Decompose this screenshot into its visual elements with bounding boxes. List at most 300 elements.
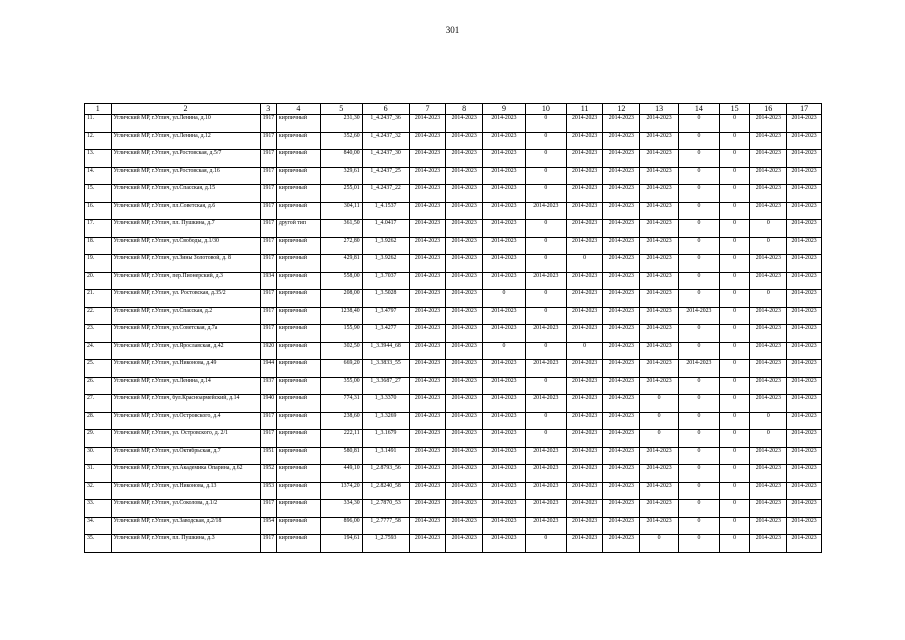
table-cell: 2014-2023	[446, 517, 483, 535]
table-cell: 1917	[260, 412, 276, 430]
table-cell: 2014-2023	[787, 500, 822, 518]
table-cell: 2014-2023	[640, 185, 679, 203]
table-cell: 2014-2023	[446, 307, 483, 325]
table-cell: 0	[719, 237, 750, 255]
table-cell: 25.	[85, 360, 112, 378]
table-cell: 2014-2023	[446, 342, 483, 360]
table-cell: 0	[483, 342, 526, 360]
table-cell: 1_3.3944_68	[362, 342, 409, 360]
table-cell: 2014-2023	[409, 132, 446, 150]
table-cell: 2014-2023	[409, 500, 446, 518]
table-cell: 2014-2023	[446, 325, 483, 343]
column-header: 16	[750, 104, 787, 115]
table-cell: 2014-2023	[409, 412, 446, 430]
table-cell: 2014-2023	[787, 307, 822, 325]
table-cell: 1917	[260, 290, 276, 308]
table-cell: 0	[525, 115, 566, 133]
table-cell: 840,00	[320, 150, 362, 168]
table-cell: 2014-2023	[566, 290, 603, 308]
table-cell: 0	[750, 220, 787, 238]
table-cell: 2014-2023	[525, 447, 566, 465]
table-cell: 0	[719, 447, 750, 465]
table-cell: кирпичный	[276, 517, 320, 535]
table-cell: 0	[678, 272, 719, 290]
table-cell: 19.	[85, 255, 112, 273]
table-cell: 231,30	[320, 115, 362, 133]
table-cell: 0	[678, 412, 719, 430]
table-cell: 2014-2023	[566, 202, 603, 220]
table-cell: 1_3.9262	[362, 255, 409, 273]
table-cell: Угличский МР, г.Углич, ул.Ростовская, д.16	[111, 167, 260, 185]
table-cell: 2014-2023	[409, 447, 446, 465]
table-cell: 2014-2023	[640, 132, 679, 150]
table-cell: 304,11	[320, 202, 362, 220]
table-cell: 1917	[260, 255, 276, 273]
table-cell: 2014-2023	[566, 517, 603, 535]
table-cell: 0	[678, 220, 719, 238]
table-cell: 2014-2023	[640, 447, 679, 465]
table-cell: 0	[525, 430, 566, 448]
table-cell: 12.	[85, 132, 112, 150]
table-cell: 2014-2023	[446, 377, 483, 395]
table-cell: 2014-2023	[603, 255, 640, 273]
table-cell: 558,00	[320, 272, 362, 290]
table-cell: 1_3.7037	[362, 272, 409, 290]
table-cell: 34.	[85, 517, 112, 535]
table-cell: 1_3.4277	[362, 325, 409, 343]
table-cell: 0	[678, 185, 719, 203]
table-cell: 27.	[85, 395, 112, 413]
table-cell: 2014-2023	[603, 132, 640, 150]
table-cell: 31.	[85, 465, 112, 483]
table-cell: 222,11	[320, 430, 362, 448]
table-cell: 2014-2023	[566, 412, 603, 430]
table-cell: 2014-2023	[566, 220, 603, 238]
table-cell: кирпичный	[276, 115, 320, 133]
table-cell: 2014-2023	[787, 360, 822, 378]
table-cell: 2014-2023	[446, 272, 483, 290]
table-cell: Угличский МР, г.Углич, ул.Ленина, д.12	[111, 132, 260, 150]
table-cell: 1917	[260, 220, 276, 238]
table-cell: 2014-2023	[640, 237, 679, 255]
table-cell: 2014-2023	[787, 342, 822, 360]
table-cell: 2014-2023	[603, 482, 640, 500]
table-cell: 2014-2023	[446, 132, 483, 150]
table-cell: 0	[719, 150, 750, 168]
table-cell: 2014-2023	[409, 220, 446, 238]
table-cell: 2014-2023	[409, 430, 446, 448]
table-cell: 2014-2023	[446, 500, 483, 518]
table-cell: 0	[566, 342, 603, 360]
table-cell: 2014-2023	[603, 290, 640, 308]
table-cell: Угличский МР, г.Углич, ул.Ленина, д.10	[111, 115, 260, 133]
table-cell: 1_4.2437_30	[362, 150, 409, 168]
table-cell: 2014-2023	[483, 412, 526, 430]
table-row	[85, 377, 822, 395]
table-cell: 2014-2023	[750, 500, 787, 518]
table-cell: 2014-2023	[640, 377, 679, 395]
table-body	[85, 115, 822, 553]
table-cell: 0	[678, 255, 719, 273]
table-cell: 1_2.8240_58	[362, 482, 409, 500]
table-row	[85, 500, 822, 518]
table-cell: 2014-2023	[409, 517, 446, 535]
table-cell: 0	[678, 430, 719, 448]
table-cell: 2014-2023	[750, 342, 787, 360]
table-cell: 0	[678, 132, 719, 150]
table-cell: 0	[525, 377, 566, 395]
table-cell: 774,31	[320, 395, 362, 413]
table-cell: кирпичный	[276, 430, 320, 448]
table-cell: 2014-2023	[483, 395, 526, 413]
table-cell: 2014-2023	[525, 500, 566, 518]
table-cell: 1917	[260, 185, 276, 203]
table-cell: 352,60	[320, 132, 362, 150]
table-cell: 1_4.2437_32	[362, 132, 409, 150]
table-cell: 1917	[260, 115, 276, 133]
table-cell: 2014-2023	[446, 535, 483, 553]
table-cell: другой тип	[276, 220, 320, 238]
table-cell: 16.	[85, 202, 112, 220]
table-cell: 2014-2023	[446, 255, 483, 273]
table-cell: 0	[719, 290, 750, 308]
table-cell: 0	[719, 132, 750, 150]
table-cell: 0	[678, 115, 719, 133]
table-cell: 1_3.4797	[362, 307, 409, 325]
table-cell: 2014-2023	[787, 132, 822, 150]
column-header: 6	[362, 104, 409, 115]
table-cell: 2014-2023	[750, 307, 787, 325]
table-cell: 2014-2023	[483, 202, 526, 220]
table-cell: 355,00	[320, 377, 362, 395]
table-cell: 1917	[260, 325, 276, 343]
table-cell: 2014-2023	[446, 115, 483, 133]
table-row	[85, 185, 822, 203]
table-cell: 2014-2023	[787, 220, 822, 238]
table-cell: 2014-2023	[446, 150, 483, 168]
table-cell: 1_2.8793_56	[362, 465, 409, 483]
table-cell: Угличский МР, г.Углич, пер.Пионерский, д.3	[111, 272, 260, 290]
table-cell: 2014-2023	[640, 150, 679, 168]
table-cell: 0	[719, 412, 750, 430]
table-row	[85, 430, 822, 448]
table-cell: 2014-2023	[566, 115, 603, 133]
table-cell: 2014-2023	[787, 202, 822, 220]
table-cell: 1917	[260, 132, 276, 150]
table-cell: 1917	[260, 202, 276, 220]
table-cell: 2014-2023	[750, 395, 787, 413]
table-cell: кирпичный	[276, 447, 320, 465]
table-cell: 0	[525, 185, 566, 203]
table-cell: 2014-2023	[603, 535, 640, 553]
table-cell: 0	[525, 255, 566, 273]
table-row	[85, 360, 822, 378]
table-cell: 32.	[85, 482, 112, 500]
table-cell: 2014-2023	[409, 185, 446, 203]
table-cell: кирпичный	[276, 342, 320, 360]
table-cell: 0	[640, 430, 679, 448]
table-cell: Угличский МР, г.Углич, ул.Спасская, д.15	[111, 185, 260, 203]
table-cell: 2014-2023	[603, 412, 640, 430]
table-cell: 0	[750, 430, 787, 448]
column-header: 2	[111, 104, 260, 115]
table-cell: 2014-2023	[483, 150, 526, 168]
table-cell: 2014-2023	[603, 377, 640, 395]
table-cell: 2014-2023	[483, 500, 526, 518]
table-cell: 2014-2023	[446, 395, 483, 413]
table-cell: 2014-2023	[483, 132, 526, 150]
table-cell: 2014-2023	[446, 167, 483, 185]
table-cell: 2014-2023	[603, 167, 640, 185]
table-cell: 2014-2023	[409, 360, 446, 378]
table-row	[85, 307, 822, 325]
table-row	[85, 115, 822, 133]
table-cell: кирпичный	[276, 290, 320, 308]
table-cell: 2014-2023	[603, 202, 640, 220]
table-cell: 1_3.3687_27	[362, 377, 409, 395]
table-cell: 2014-2023	[603, 307, 640, 325]
table-cell: 2014-2023	[750, 202, 787, 220]
table-cell: 2014-2023	[787, 325, 822, 343]
table-cell: 26.	[85, 377, 112, 395]
table-cell: 2014-2023	[787, 377, 822, 395]
table-row	[85, 412, 822, 430]
table-cell: Угличский МР, г.Углич, ул.Заводская, д.2/18	[111, 517, 260, 535]
table-cell: 2014-2023	[566, 272, 603, 290]
table-cell: 2014-2023	[483, 517, 526, 535]
table-cell: 2014-2023	[640, 342, 679, 360]
table-cell: 2014-2023	[787, 290, 822, 308]
table-cell: 0	[750, 290, 787, 308]
table-cell: 2014-2023	[750, 482, 787, 500]
table-cell: 0	[525, 150, 566, 168]
table-cell: 24.	[85, 342, 112, 360]
table-cell: 2014-2023	[409, 202, 446, 220]
table-cell: 2014-2023	[787, 535, 822, 553]
table-cell: 580,81	[320, 447, 362, 465]
table-cell: 2014-2023	[446, 360, 483, 378]
column-header: 5	[320, 104, 362, 115]
table-cell: 2014-2023	[525, 325, 566, 343]
column-header: 14	[678, 104, 719, 115]
table-cell: 2014-2023	[409, 342, 446, 360]
table-cell: 2014-2023	[603, 517, 640, 535]
table-row	[85, 517, 822, 535]
table-cell: 0	[678, 482, 719, 500]
table-cell: 2014-2023	[750, 517, 787, 535]
table-cell: 1917	[260, 167, 276, 185]
table-cell: 0	[719, 220, 750, 238]
table-cell: 0	[678, 150, 719, 168]
table-row	[85, 237, 822, 255]
table-cell: Угличский МР, г.Углич, ул.Спасская, д.2	[111, 307, 260, 325]
table-cell: 0	[525, 220, 566, 238]
table-cell: 2014-2023	[566, 447, 603, 465]
table-cell: 2014-2023	[409, 325, 446, 343]
table-cell: 2014-2023	[640, 290, 679, 308]
table-cell: 2014-2023	[750, 167, 787, 185]
table-cell: 2014-2023	[409, 272, 446, 290]
table-cell: 2014-2023	[566, 360, 603, 378]
table-cell: 1_4.2437_25	[362, 167, 409, 185]
page-number: 301	[445, 25, 460, 35]
table-cell: 2014-2023	[640, 255, 679, 273]
table-cell: 1940	[260, 395, 276, 413]
table-cell: 1917	[260, 307, 276, 325]
table-cell: 2014-2023	[566, 185, 603, 203]
table-cell: 0	[678, 500, 719, 518]
column-header: 9	[483, 104, 526, 115]
table-cell: 2014-2023	[446, 465, 483, 483]
table-cell: 0	[678, 395, 719, 413]
table-row	[85, 325, 822, 343]
table-cell: кирпичный	[276, 307, 320, 325]
table-cell: 2014-2023	[787, 482, 822, 500]
table-cell: кирпичный	[276, 412, 320, 430]
table-cell: 1_2.7593	[362, 535, 409, 553]
table-cell: 2014-2023	[566, 535, 603, 553]
table-cell: 2014-2023	[787, 412, 822, 430]
table-cell: 1934	[260, 272, 276, 290]
table-cell: Угличский МР, г.Углич, ул.Октябрьская, д.7	[111, 447, 260, 465]
table-cell: 2014-2023	[787, 447, 822, 465]
table-cell: 1_3.9262	[362, 237, 409, 255]
table-cell: 2014-2023	[446, 185, 483, 203]
table-cell: 2014-2023	[446, 482, 483, 500]
column-header: 7	[409, 104, 446, 115]
table-cell: 0	[719, 307, 750, 325]
table-cell: 0	[719, 272, 750, 290]
table-cell: Угличский МР, г.Углич, ул.Соколова, д.1/2	[111, 500, 260, 518]
table-cell: Угличский МР, г.Углич, ул.Ярославская, д.42	[111, 342, 260, 360]
table-cell: 2014-2023	[483, 255, 526, 273]
table-cell: 0	[719, 482, 750, 500]
table-cell: 2014-2023	[603, 115, 640, 133]
table-cell: 2014-2023	[750, 255, 787, 273]
table-cell: 2014-2023	[483, 447, 526, 465]
table-cell: 2014-2023	[566, 377, 603, 395]
table-cell: 18.	[85, 237, 112, 255]
table-cell: кирпичный	[276, 167, 320, 185]
table-cell: 0	[678, 237, 719, 255]
table-cell: 0	[719, 167, 750, 185]
table-cell: 208,00	[320, 290, 362, 308]
table-cell: 2014-2023	[640, 325, 679, 343]
table-cell: 2014-2023	[525, 360, 566, 378]
table-cell: кирпичный	[276, 482, 320, 500]
column-header: 10	[525, 104, 566, 115]
table-cell: 2014-2023	[409, 377, 446, 395]
table-cell: 0	[678, 535, 719, 553]
table-cell: 0	[525, 342, 566, 360]
table-cell: кирпичный	[276, 132, 320, 150]
table-cell: 2014-2023	[566, 430, 603, 448]
table-cell: 2014-2023	[787, 430, 822, 448]
table-cell: 2014-2023	[525, 517, 566, 535]
table-cell: Угличский МР, г.Углич, ул.Свободы, д.1/30	[111, 237, 260, 255]
table-cell: Угличский МР, г.Углич, ул.Ленина, д.14	[111, 377, 260, 395]
table-cell: 2014-2023	[787, 272, 822, 290]
table-cell: 449,10	[320, 465, 362, 483]
table-cell: 0	[750, 412, 787, 430]
table-cell: 0	[678, 465, 719, 483]
table-cell: 1_4.2437_36	[362, 115, 409, 133]
table-cell: 2014-2023	[603, 220, 640, 238]
table-cell: 2014-2023	[603, 360, 640, 378]
table-cell: 2014-2023	[787, 465, 822, 483]
column-header: 1	[85, 104, 112, 115]
table-cell: 2014-2023	[566, 132, 603, 150]
table-cell: 2014-2023	[409, 465, 446, 483]
table-cell: 2014-2023	[603, 342, 640, 360]
column-header: 12	[603, 104, 640, 115]
table-cell: 2014-2023	[640, 482, 679, 500]
table-cell: 0	[640, 412, 679, 430]
table-cell: 1_3.1679	[362, 430, 409, 448]
table-cell: кирпичный	[276, 150, 320, 168]
table-cell: 2014-2023	[409, 307, 446, 325]
table-cell: 334,30	[320, 500, 362, 518]
table-cell: 2014-2023	[750, 132, 787, 150]
table-cell: 2014-2023	[640, 167, 679, 185]
table-cell: 0	[719, 202, 750, 220]
table-cell: 2014-2023	[750, 115, 787, 133]
table-row	[85, 272, 822, 290]
table-cell: 272,80	[320, 237, 362, 255]
table-cell: 0	[719, 395, 750, 413]
table-cell: кирпичный	[276, 465, 320, 483]
table-cell: 238,60	[320, 412, 362, 430]
table-cell: 2014-2023	[446, 237, 483, 255]
table-cell: 1944	[260, 360, 276, 378]
table-cell: 2014-2023	[566, 150, 603, 168]
table-cell: 2014-2023	[750, 325, 787, 343]
table-cell: 2014-2023	[409, 482, 446, 500]
table-cell: 28.	[85, 412, 112, 430]
table-cell: 2014-2023	[640, 272, 679, 290]
table-cell: 2014-2023	[409, 237, 446, 255]
table-row	[85, 290, 822, 308]
table-cell: 2014-2023	[750, 360, 787, 378]
column-header: 3	[260, 104, 276, 115]
table-cell: 2014-2023	[603, 500, 640, 518]
column-header: 4	[276, 104, 320, 115]
column-header: 17	[787, 104, 822, 115]
table-cell: 21.	[85, 290, 112, 308]
table-cell: 2014-2023	[483, 430, 526, 448]
table-cell: 2014-2023	[566, 465, 603, 483]
table-cell: 30.	[85, 447, 112, 465]
table-cell: кирпичный	[276, 237, 320, 255]
table-cell: 2014-2023	[483, 482, 526, 500]
table-cell: 0	[525, 290, 566, 308]
table-cell: 0	[750, 237, 787, 255]
table-cell: 2014-2023	[603, 395, 640, 413]
table-cell: 329,61	[320, 167, 362, 185]
table-cell: 2014-2023	[483, 272, 526, 290]
table-cell: 2014-2023	[678, 307, 719, 325]
table-cell: 2014-2023	[603, 150, 640, 168]
table-cell: 1917	[260, 430, 276, 448]
table-cell: 2014-2023	[483, 115, 526, 133]
table-cell: кирпичный	[276, 255, 320, 273]
table-cell: 2014-2023	[787, 185, 822, 203]
table-row	[85, 202, 822, 220]
table-cell: 2014-2023	[750, 447, 787, 465]
column-number-header-row	[85, 104, 822, 115]
table-cell: 2014-2023	[483, 465, 526, 483]
table-cell: 15.	[85, 185, 112, 203]
